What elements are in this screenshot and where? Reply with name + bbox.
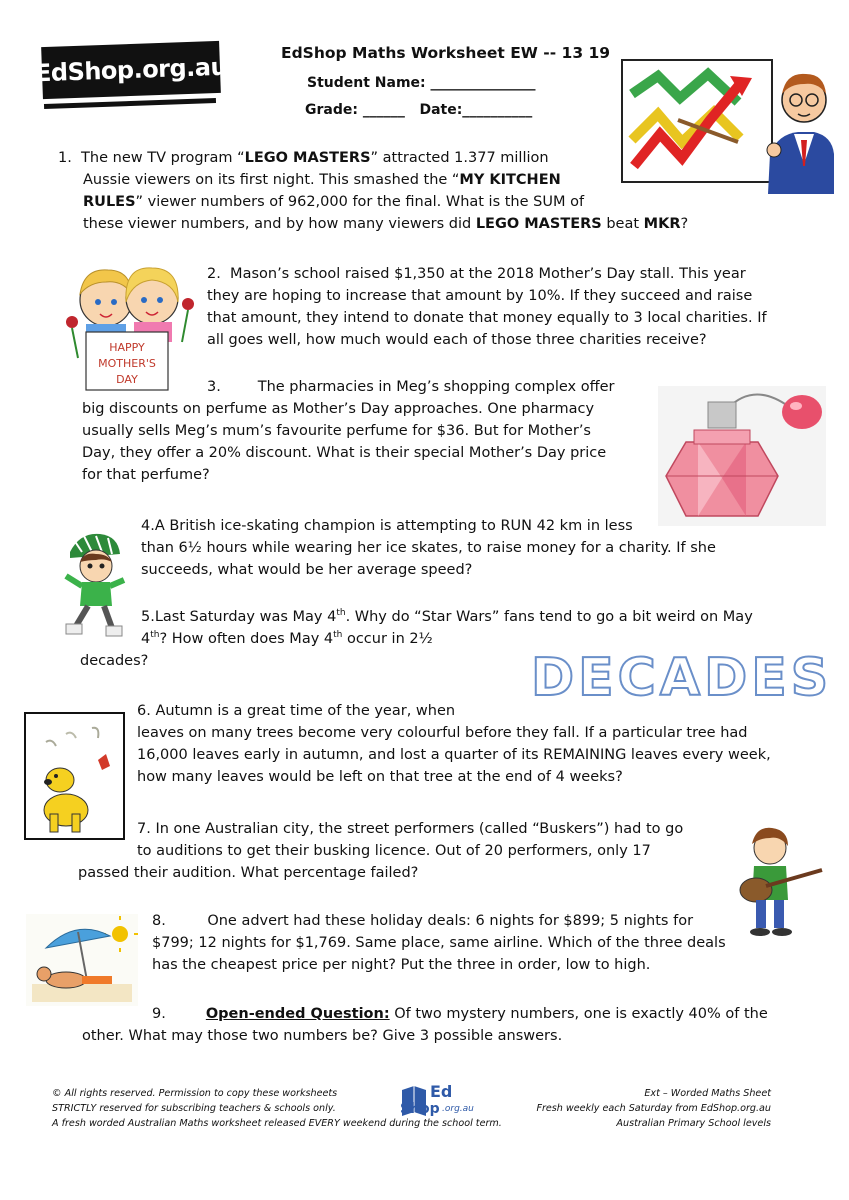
q2-line-1: 2. Mason’s school raised $1,350 at the 2018 Mother’s Day stall. This year — [207, 266, 746, 282]
footer-logo-ed: Ed — [430, 1082, 453, 1101]
q5-line-3: decades? — [80, 653, 149, 669]
footer-logo-suffix: .org.au — [442, 1104, 474, 1114]
q6-line-4: how many leaves would be left on that tree at the end of 4 weeks? — [137, 769, 623, 785]
autumn-dog-illustration — [26, 714, 123, 838]
question-8 — [152, 910, 726, 976]
levels-line: Australian Primary School levels — [616, 1118, 771, 1129]
question-5 — [141, 606, 753, 650]
grade-date-field[interactable]: Grade: ______ Date:__________ — [305, 102, 533, 118]
card-text-mothers: MOTHER'S — [98, 357, 156, 370]
ice-skater-illustration — [60, 532, 130, 642]
question-4 — [141, 515, 716, 581]
q2-line-3: that amount, they intend to donate that money equally to 3 local charities. If — [207, 310, 767, 326]
q4-line-3: succeeds, what would be her average speed? — [141, 562, 473, 578]
sheet-type-line: Ext – Worded Maths Sheet — [644, 1088, 771, 1099]
q8-line-2: $799; 12 nights for $1,769. Same place, same airline. Which of the three deals — [152, 935, 726, 951]
edshop-logo: EdShop.org.au — [41, 41, 221, 99]
card-text-day: DAY — [116, 373, 138, 386]
student-name-field[interactable]: Student Name: _______________ — [307, 75, 536, 91]
q7-line-1: 7. In one Australian city, the street performers (called “Buskers”) had to go — [137, 821, 684, 837]
q3-line-4: Day, they offer a 20% discount. What is their special Mother’s Day price — [82, 445, 607, 461]
q3-line-1: 3. The pharmacies in Meg’s shopping complex offer — [207, 379, 615, 395]
q4-line-1: 4.A British ice-skating champion is attempting to RUN 42 km in less — [141, 518, 633, 534]
mothers-day-kids-illustration — [64, 262, 198, 394]
q3-line-5: for that perfume? — [82, 467, 210, 483]
q3-line-2: big discounts on perfume as Mother’s Day approaches. One pharmacy — [82, 401, 595, 417]
q1-line-3: RULES” viewer numbers of 962,000 for the final. What is the SUM of — [83, 194, 585, 210]
decades-wordart: DECADES — [531, 648, 833, 708]
q3-line-3: usually sells Meg’s mum’s favourite perfume for $36. But for Mother’s — [82, 423, 591, 439]
logo-underline — [44, 98, 216, 109]
question-2 — [207, 263, 767, 351]
fresh-weekly-line: Fresh weekly each Saturday from EdShop.org.au — [536, 1103, 771, 1114]
q6-line-2: leaves on many trees become very colourful before they fall. If a particular tree had — [137, 725, 748, 741]
q1-line-2: Aussie viewers on its first night. This smashed the “MY KITCHEN — [83, 172, 561, 188]
q2-line-4: all goes well, how much would each of those three charities receive? — [207, 332, 707, 348]
q7-line-3: passed their audition. What percentage failed? — [78, 865, 419, 881]
question-6 — [137, 700, 771, 788]
edshop-footer-logo — [400, 1084, 510, 1124]
perfume-bottle-illustration — [658, 386, 826, 526]
q8-line-1: 8. One advert had these holiday deals: 6 nights for $899; 5 nights for — [152, 913, 694, 929]
question-7 — [137, 818, 683, 862]
card-text-happy: HAPPY — [109, 341, 145, 354]
copyright-line: © All rights reserved. Permission to copy these worksheets — [52, 1088, 338, 1099]
beach-holiday-illustration — [26, 914, 138, 1006]
q1-line-4: these viewer numbers, and by how many viewers did LEGO MASTERS beat MKR? — [83, 216, 689, 232]
release-line: A fresh worded Australian Maths worksheet released EVERY weekend during the school term. — [52, 1118, 502, 1129]
q2-line-2: they are hoping to increase that amount by 10%. If they succeed and raise — [207, 288, 753, 304]
question-1 — [58, 147, 688, 235]
q4-line-2: than 6½ hours while wearing her ice skates, to raise money for a charity. If she — [141, 540, 716, 556]
open-ended-label: Open-ended Question: — [205, 1006, 390, 1022]
q7-line-2: to auditions to get their busking licence. Out of 20 performers, only 17 — [137, 843, 651, 859]
question-9-line-2: other. What may those two numbers be? Give 3 possible answers. — [82, 1028, 563, 1044]
q6-line-1: 6. Autumn is a great time of the year, when — [137, 703, 456, 719]
autumn-dog-frame — [24, 712, 125, 840]
footer-right — [536, 1086, 771, 1131]
question-9-line-1: 9. Open-ended Question: Of two mystery numbers, one is exactly 40% of the — [152, 1006, 768, 1022]
worksheet-title: EdShop Maths Worksheet EW -- 13 19 — [281, 44, 611, 62]
footer-logo-shop: Shop — [400, 1101, 440, 1117]
busker-illustration — [726, 822, 826, 942]
q6-line-3: 16,000 leaves early in autumn, and lost a quarter of its REMAINING leaves every week, — [137, 747, 771, 763]
permission-line: STRICTLY reserved for subscribing teachers & schools only. — [52, 1103, 336, 1114]
q1-line-1: 1. The new TV program “LEGO MASTERS” attracted 1.377 million — [58, 150, 549, 166]
q5-line-2: 4th? How often does May 4th occur in 2½ — [141, 630, 433, 647]
q8-line-3: has the cheapest price per night? Put the three in order, low to high. — [152, 957, 651, 973]
question-3 — [82, 376, 614, 486]
q5-line-1: 5.Last Saturday was May 4th. Why do “Star Wars” fans tend to go a bit weird on May — [141, 608, 753, 625]
